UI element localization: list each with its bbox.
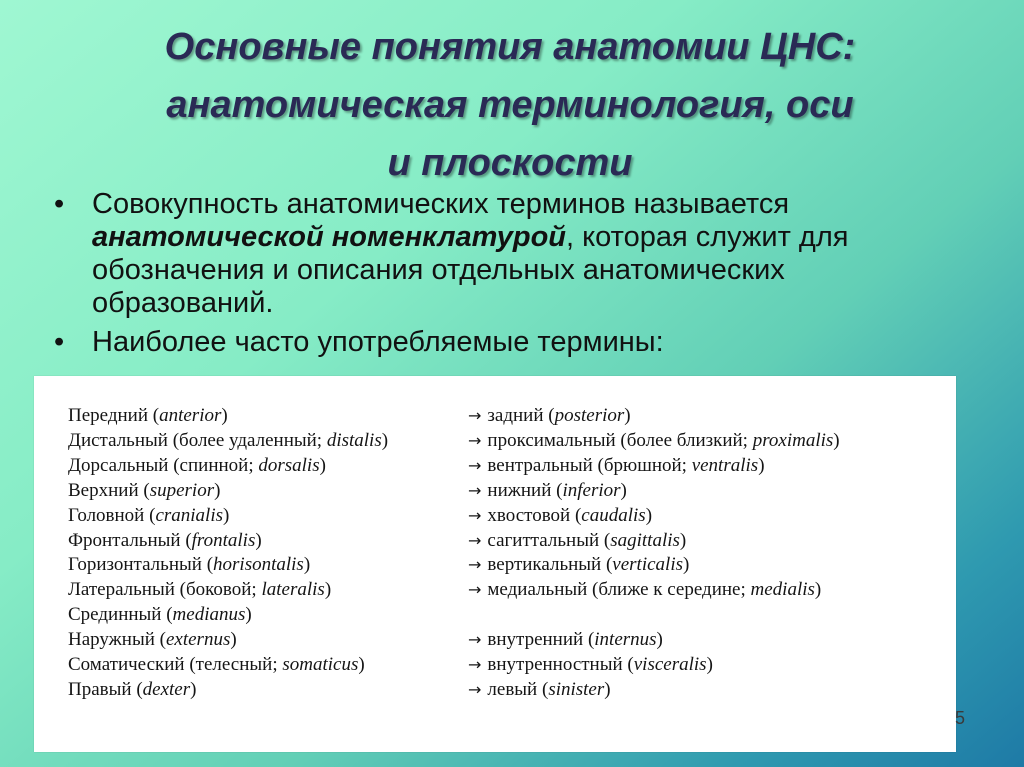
term-right-ru: вентральный (брюшной;	[487, 454, 687, 476]
arrow-right-icon: →	[468, 530, 482, 550]
title-line-3: и плоскости	[387, 142, 633, 184]
term-right-latin: internus	[594, 629, 657, 651]
bullet-emphasis: анатомической номенклатурой	[92, 221, 567, 253]
term-row	[68, 504, 938, 529]
term-left-latin: frontalis	[191, 529, 256, 551]
term-left-ru: Верхний	[68, 479, 139, 501]
title-line-2: анатомическая терминология, оси	[166, 84, 854, 126]
terms-table	[68, 404, 938, 703]
term-left: Горизонтальный (horisontalis)	[68, 554, 311, 576]
term-left-latin: cranialis	[155, 504, 223, 526]
bullet-item	[54, 326, 954, 359]
term-right-ru: медиальный (ближе к середине;	[487, 579, 746, 601]
term-left: Правый (dexter)	[68, 678, 197, 700]
term-right: → внутренний (internus)	[468, 628, 938, 653]
term-row	[68, 603, 938, 628]
term-left: Наружный (externus)	[68, 629, 237, 651]
term-right-ru: хвостовой	[487, 504, 571, 526]
bullet-icon: •	[54, 326, 65, 358]
term-right-latin: sinister	[548, 678, 605, 700]
term-right: → медиальный (ближе к середине; medialis)	[468, 578, 938, 603]
arrow-right-icon: →	[468, 655, 482, 675]
arrow-right-icon: →	[468, 630, 482, 650]
term-left-latin: horisontalis	[213, 554, 304, 576]
bullet-icon: •	[54, 188, 65, 220]
term-row	[68, 628, 938, 653]
term-right: → сагиттальный (sagittalis)	[468, 529, 938, 554]
term-right: → проксимальный (более близкий; proximalis)	[468, 429, 938, 454]
term-left-latin: dorsalis	[258, 454, 320, 476]
term-right: → задний (posterior)	[468, 404, 938, 429]
term-right	[468, 603, 938, 628]
term-left: Передний (anterior)	[68, 405, 228, 426]
arrow-right-icon: →	[468, 406, 482, 425]
term-left-ru: Передний	[68, 405, 149, 426]
arrow-right-icon: →	[468, 679, 482, 699]
term-right-ru: вертикальный	[487, 554, 602, 576]
term-right-latin: inferior	[562, 479, 621, 501]
term-left-ru: Наружный	[68, 629, 155, 651]
term-left: Фронтальный (frontalis)	[68, 529, 262, 551]
term-right-ru: внутренностный	[487, 654, 623, 676]
term-left-latin: lateralis	[261, 579, 325, 601]
term-left: Латеральный (боковой; lateralis)	[68, 579, 332, 601]
term-left: Соматический (телесный; somaticus)	[68, 654, 365, 676]
term-right-latin: ventralis	[691, 454, 759, 476]
term-left-ru: Соматический (телесный;	[68, 654, 278, 676]
arrow-right-icon: →	[468, 555, 482, 575]
title-line-1: Основные понятия анатомии ЦНС:	[164, 26, 856, 68]
term-left-ru: Дистальный (более удаленный;	[68, 429, 323, 451]
term-left-latin: anterior	[159, 405, 222, 426]
term-right-latin: proximalis	[752, 429, 834, 451]
terms-image-panel	[34, 376, 956, 752]
term-right-ru: задний	[487, 405, 544, 426]
term-left: Верхний (superior)	[68, 479, 221, 501]
term-left-ru: Латеральный (боковой;	[68, 579, 257, 601]
term-right: → левый (sinister)	[468, 678, 938, 703]
slide-title	[60, 18, 960, 192]
term-left-latin: medianus	[172, 604, 246, 626]
term-row	[68, 479, 938, 504]
bullet-text: Наиболее часто употребляемые термины:	[92, 326, 664, 358]
arrow-right-icon: →	[468, 430, 482, 450]
term-row	[68, 578, 938, 603]
term-left-ru: Горизонтальный	[68, 554, 202, 576]
term-left-latin: somaticus	[282, 654, 359, 676]
term-right: → вертикальный (verticalis)	[468, 553, 938, 578]
term-left: Головной (cranialis)	[68, 504, 230, 526]
term-right-ru: нижний	[487, 479, 552, 501]
term-row	[68, 454, 938, 479]
term-right-ru: проксимальный (более близкий;	[487, 429, 748, 451]
term-row	[68, 404, 938, 429]
term-right-latin: caudalis	[581, 504, 646, 526]
page-number: 5	[955, 708, 966, 728]
term-left-ru: Фронтальный	[68, 529, 181, 551]
term-left: Дистальный (более удаленный; distalis)	[68, 429, 389, 451]
term-row	[68, 553, 938, 578]
bullet-list	[54, 188, 954, 365]
term-right-latin: medialis	[750, 579, 815, 601]
term-right-latin: verticalis	[612, 554, 683, 576]
term-left-ru: Головной	[68, 504, 145, 526]
arrow-right-icon: →	[468, 480, 482, 500]
term-row	[68, 653, 938, 678]
term-right-latin: sagittalis	[610, 529, 680, 551]
arrow-right-icon: →	[468, 455, 482, 475]
term-row	[68, 429, 938, 454]
term-right-ru: внутренний	[487, 629, 584, 651]
arrow-right-icon: →	[468, 505, 482, 525]
term-left-latin: externus	[165, 629, 231, 651]
term-right: → хвостовой (caudalis)	[468, 504, 938, 529]
term-left-ru: Правый	[68, 678, 132, 700]
term-right-latin: visceralis	[633, 654, 707, 676]
bullet-item	[54, 188, 954, 320]
term-left-ru: Дорсальный (спинной;	[68, 454, 254, 476]
bullet-text-end: , которая служит для обозначения и описания отдельных анатомических образований.	[92, 221, 849, 319]
term-left-ru: Срединный	[68, 604, 162, 626]
term-right: → вентральный (брюшной; ventralis)	[468, 454, 938, 479]
term-right-ru: сагиттальный	[487, 529, 600, 551]
term-right-latin: posterior	[554, 405, 625, 426]
term-row	[68, 529, 938, 554]
bullet-text-start: Совокупность анатомических терминов называется	[92, 188, 790, 220]
term-left-latin: distalis	[326, 429, 382, 451]
term-right: → нижний (inferior)	[468, 479, 938, 504]
term-right: → внутренностный (visceralis)	[468, 653, 938, 678]
term-left: Срединный (medianus)	[68, 604, 252, 626]
arrow-right-icon: →	[468, 580, 482, 600]
term-left-latin: dexter	[142, 678, 191, 700]
term-left-latin: superior	[149, 479, 215, 501]
term-right-ru: левый	[487, 678, 538, 700]
term-row	[68, 678, 938, 703]
term-left: Дорсальный (спинной; dorsalis)	[68, 454, 326, 476]
